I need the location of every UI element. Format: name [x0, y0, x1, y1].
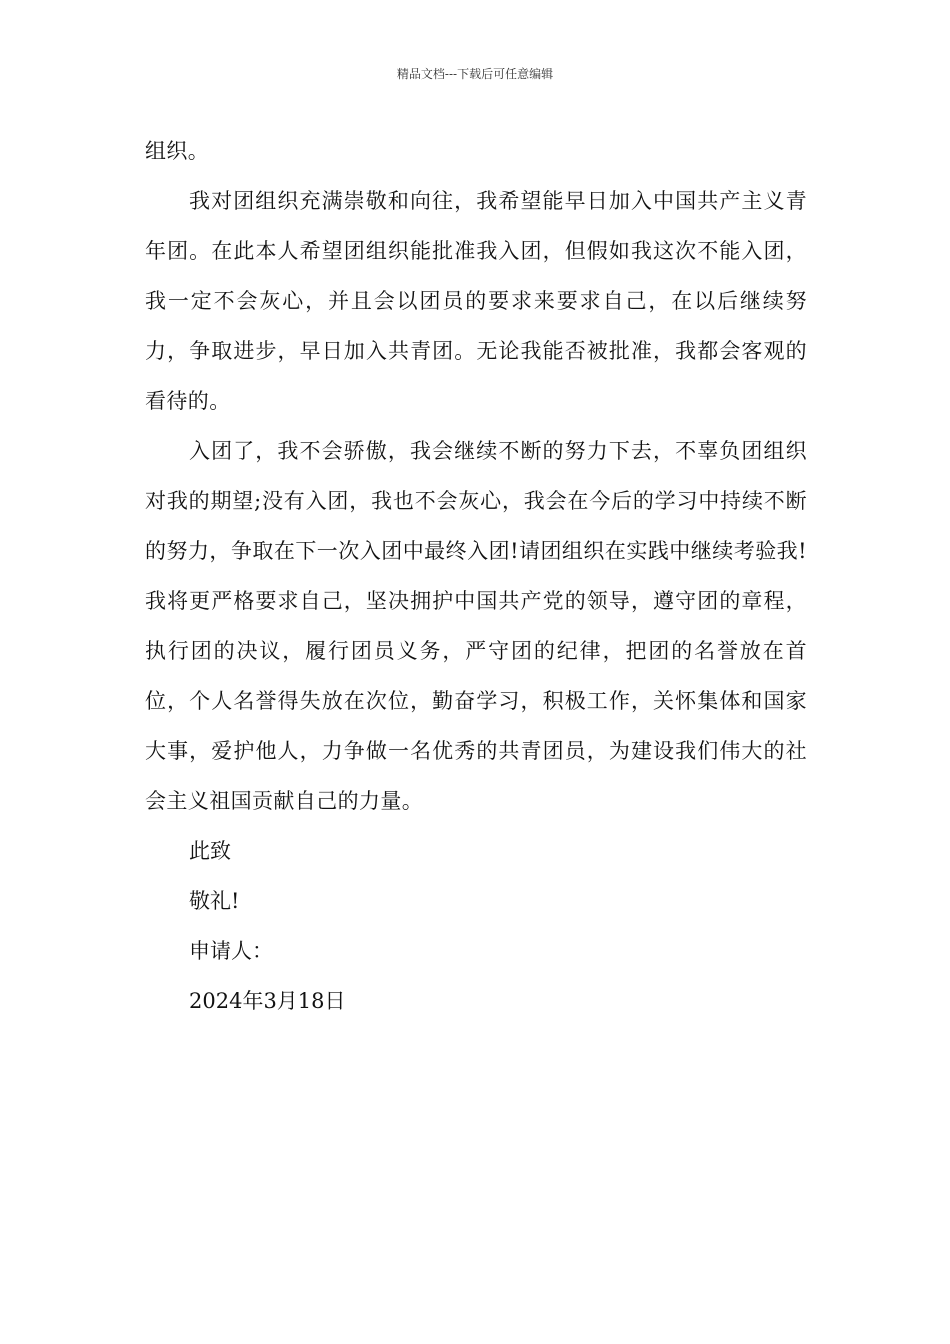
- page-header: 精品文档---下载后可任意编辑: [396, 67, 554, 81]
- letter-date: 2024年3月18日: [189, 989, 346, 1013]
- paragraph-aspiration: 我对团组织充满崇敬和向往，我希望能早日加入中国共产主义青年团。在此本人希望团组织能批准我入团，但假如我这次不能入团，我一定不会灰心，并且会以团员的要求来要求自己，在以后继续努力，争取进步，早日加入共青团。无论我能否被批准，我都会客观的看待的。: [145, 189, 807, 413]
- paragraph-commitment: 入团了，我不会骄傲，我会继续不断的努力下去，不辜负团组织对我的期望;没有入团，我也不会灰心，我会在今后的学习中持续不断的努力，争取在下一次入团中最终入团!请团组织在实践中继续考验我!我将更严格要求自己，坚决拥护中国共产党的领导，遵守团的章程，执行团的决议，履行团员义务，严守团的纪律，把团的名誉放在首位，个人名誉得失放在次位，勤奋学习，积极工作，关怀集体和国家大事，爱护他人，力争做一名优秀的共青团员，为建设我们伟大的社会主义祖国贡献自己的力量。: [145, 439, 807, 813]
- closing-regards: 敬礼!: [189, 889, 240, 913]
- document-body: [145, 126, 807, 1026]
- closing-salutation: 此致: [189, 839, 231, 863]
- applicant-label: 申请人：: [189, 939, 273, 963]
- paragraph-continuation: 组织。: [145, 139, 210, 163]
